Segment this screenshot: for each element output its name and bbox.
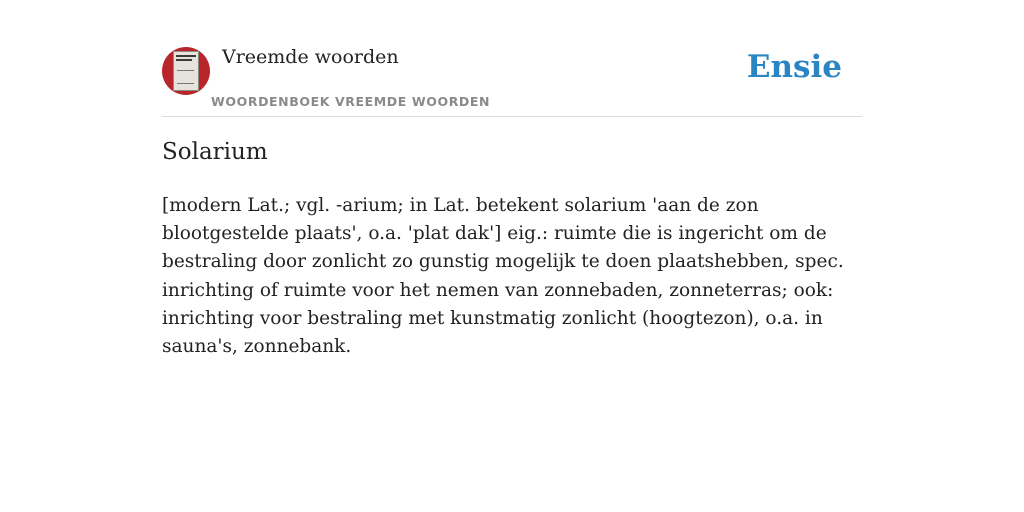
entry-definition: [modern Lat.; vgl. -arium; in Lat. betekent solarium 'aan de zon blootgestelde plaats', o.a. 'plat dak'] eig.: ruimte die is ingericht om de bestraling door zonlicht zo gunstig mogelijk te doen plaatshebben, spec. inrichting of ruimte voor het nemen van zonnebaden, zonneterras; ook: inrichting voor bestraling met kunstmatig zonlicht (hoogtezon), o.a. in sauna's, zonnebank. xyxy=(162,195,844,358)
entry-title: Solarium xyxy=(162,139,268,165)
ensie-logo-link[interactable]: Ensie xyxy=(746,49,842,85)
cover-title-line xyxy=(176,55,196,57)
header xyxy=(162,44,862,117)
book-cover-icon[interactable] xyxy=(162,47,210,95)
cover-rule xyxy=(177,70,194,71)
book-cover-image xyxy=(173,51,199,91)
cover-rule xyxy=(177,83,194,84)
site-subtitle: WOORDENBOEK VREEMDE WOORDEN xyxy=(211,94,491,109)
cover-title-line xyxy=(176,59,192,61)
site-title-link[interactable]: Vreemde woorden xyxy=(222,46,399,68)
